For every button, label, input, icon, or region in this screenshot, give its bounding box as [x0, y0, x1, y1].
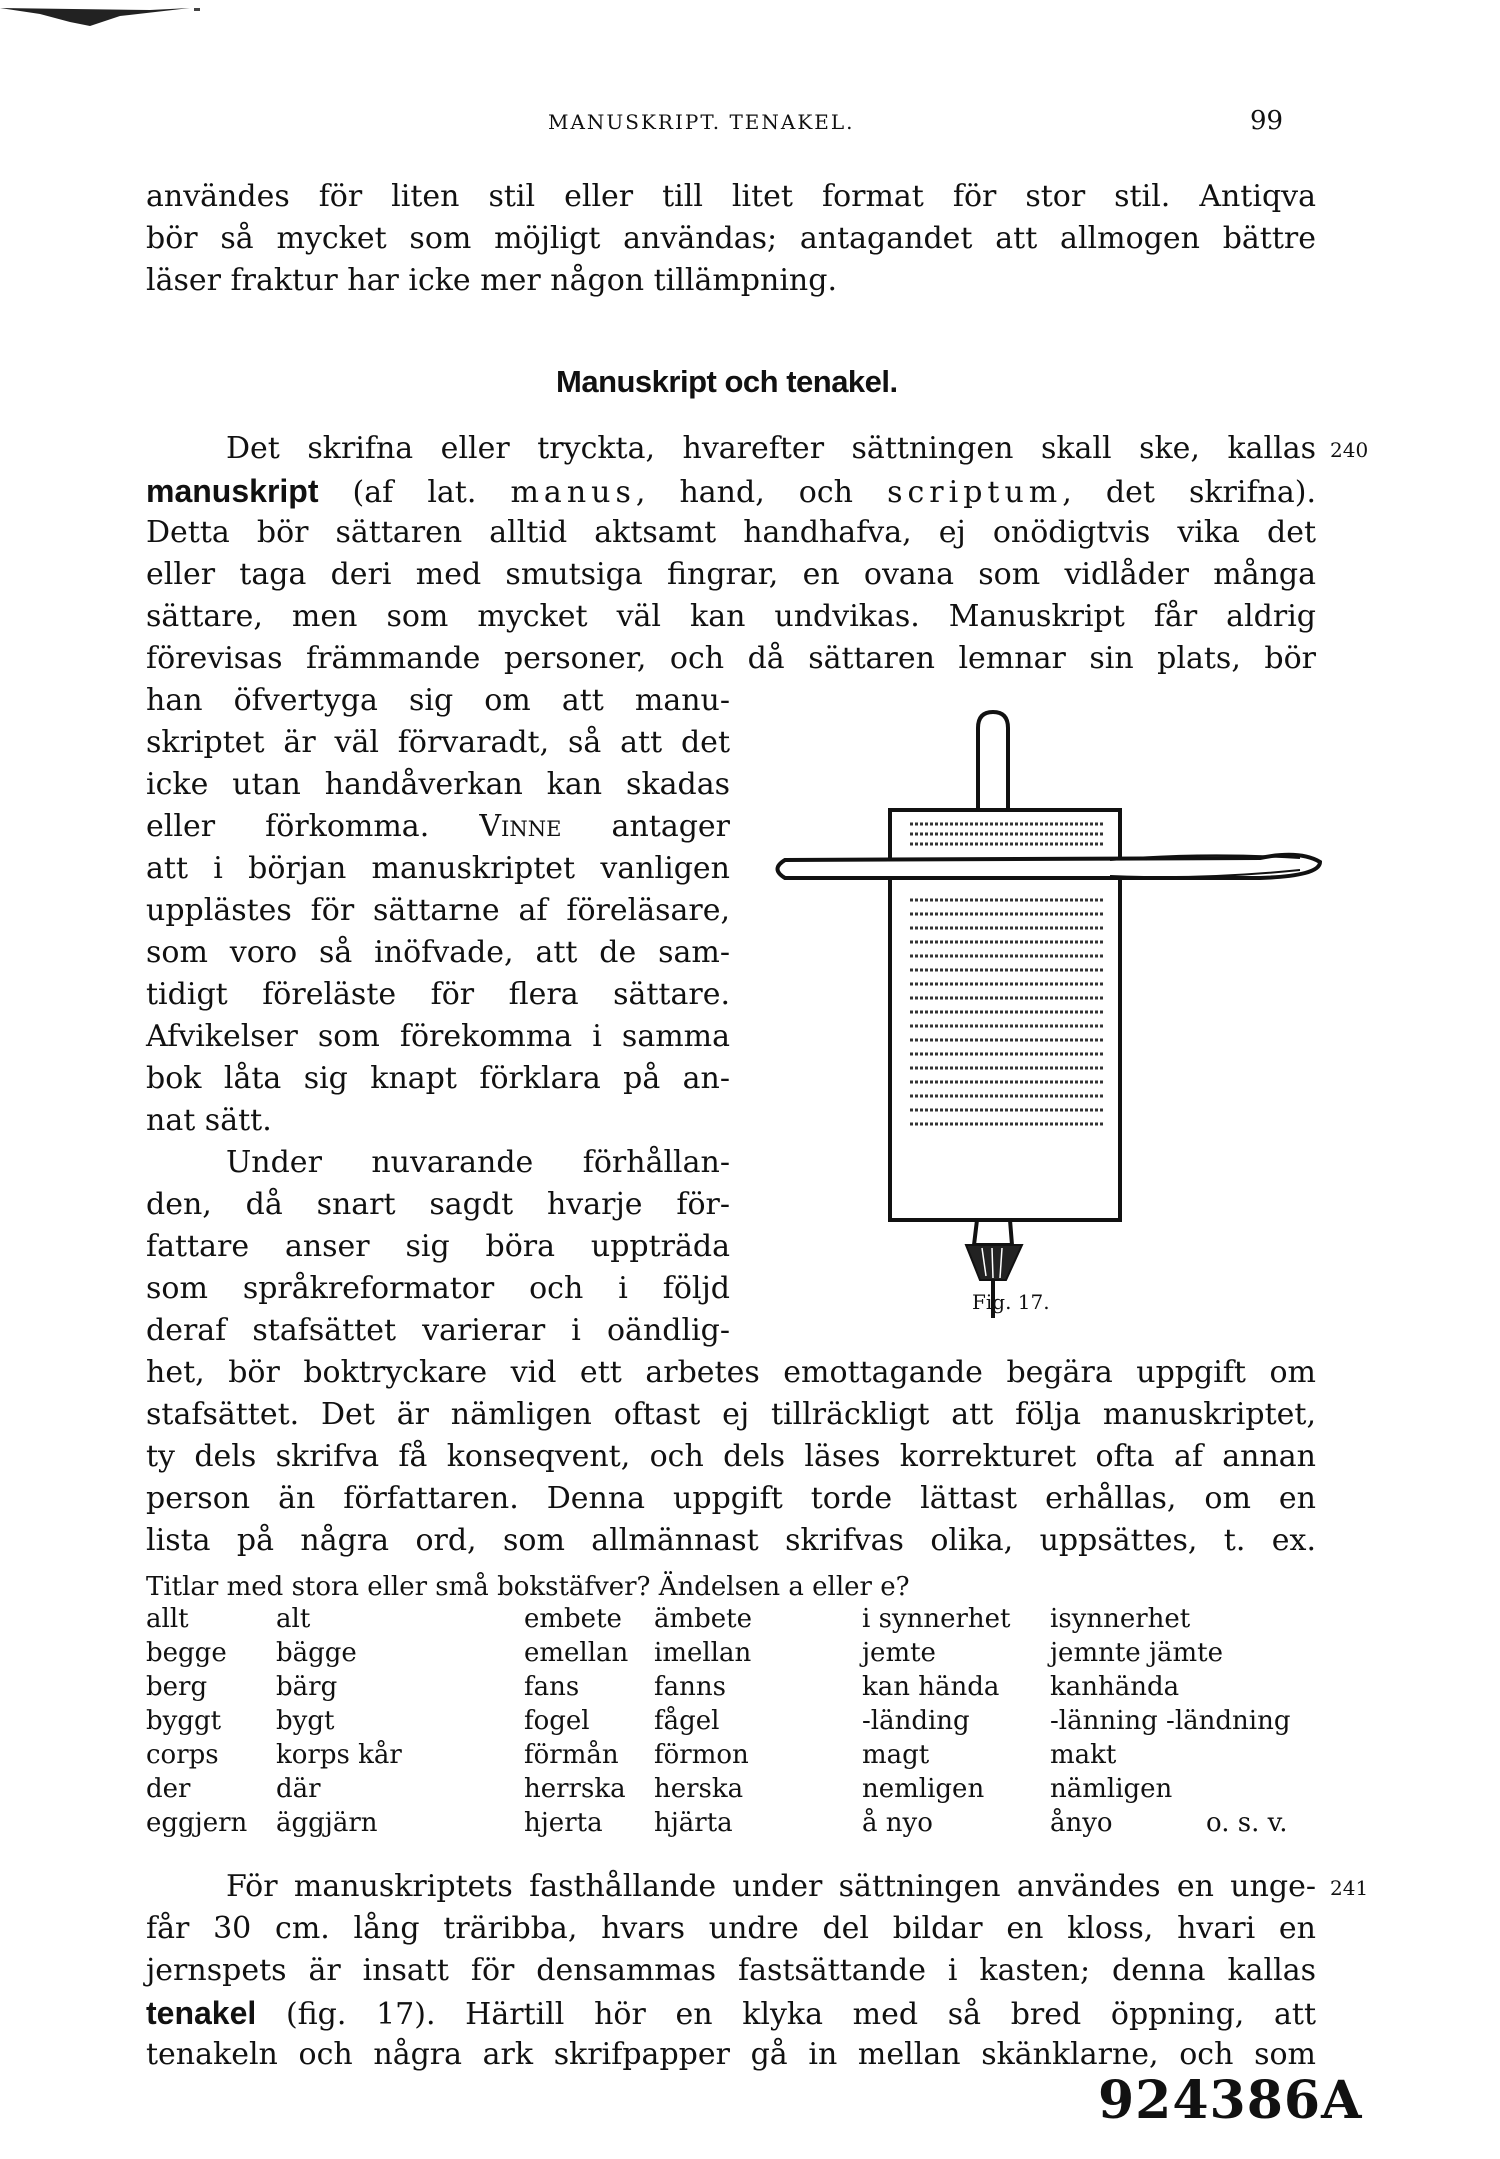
- word-cell: jemnte jämte: [1050, 1638, 1223, 1668]
- word-cell: byggt: [146, 1706, 222, 1736]
- text-line: tenakel (fig. 17). Härtill hör en klyka med så bred öppning, att: [146, 1995, 1316, 2032]
- word-cell: hjerta: [524, 1808, 603, 1838]
- page-number: 99: [1250, 106, 1284, 136]
- text-line: förevisas främmande personer, och då sättaren lemnar sin plats, bör: [146, 641, 1316, 676]
- figure-caption: Fig. 17.: [972, 1290, 1050, 1314]
- text-line: att i början manuskriptet vanligen: [146, 851, 730, 886]
- word-cell: där: [276, 1774, 321, 1804]
- text-line: jernspets är insatt för densammas fastsättande i kasten; denna kallas: [146, 1953, 1316, 1988]
- word-cell: corps: [146, 1740, 219, 1770]
- word-cell: å nyo: [862, 1808, 933, 1838]
- word-cell: makt: [1050, 1740, 1117, 1770]
- word-cell: eggjern: [146, 1808, 248, 1838]
- text-line: lista på några ord, som allmännast skrifvas olika, uppsättes, t. ex.: [146, 1523, 1316, 1558]
- text-line: deraf stafsättet varierar i oändlig-: [146, 1313, 730, 1348]
- author-name: Vinne: [479, 809, 562, 844]
- text-line: het, bör boktryckare vid ett arbetes emottagande begära uppgift om: [146, 1355, 1316, 1390]
- term-tenakel: tenakel: [146, 1995, 257, 2031]
- word-cell: nemligen: [862, 1774, 985, 1804]
- word-cell: begge: [146, 1638, 227, 1668]
- text-line: Afvikelser som förekomma i samma: [146, 1019, 730, 1054]
- word-cell: fanns: [654, 1672, 726, 1702]
- word-cell: imellan: [654, 1638, 752, 1668]
- text-line: Det skrifna eller tryckta, hvarefter sättningen skall ske, kallas: [226, 431, 1316, 466]
- word-cell: ämbete: [654, 1604, 753, 1634]
- word-cell: bärg: [276, 1672, 338, 1702]
- term-manuskript: manuskript: [146, 473, 319, 509]
- text-line: skriptet är väl förvaradt, så att det: [146, 725, 730, 760]
- word-cell: allt: [146, 1604, 189, 1634]
- text-line: icke utan handåverkan kan skadas: [146, 767, 730, 802]
- word-cell: hjärta: [654, 1808, 733, 1838]
- word-cell: nämligen: [1050, 1774, 1173, 1804]
- word-cell: magt: [862, 1740, 930, 1770]
- text-line: tenakeln och några ark skrifpapper gå in mellan skänklarne, och som: [146, 2037, 1316, 2072]
- tenakel-illustration: [760, 700, 1340, 1320]
- text-line: bör så mycket som möjligt användas; antagandet att allmogen bättre: [146, 221, 1316, 256]
- margin-paragraph-number: 240: [1330, 438, 1369, 462]
- margin-paragraph-number: 241: [1330, 1876, 1369, 1900]
- word-cell: herska: [654, 1774, 744, 1804]
- word-cell: förmån: [524, 1740, 619, 1770]
- text-line: stafsättet. Det är nämligen oftast ej tillräckligt att följa manuskriptet,: [146, 1397, 1316, 1432]
- text-line: som voro så inöfvade, att de sam-: [146, 935, 730, 970]
- word-cell: fågel: [654, 1706, 720, 1736]
- word-cell: berg: [146, 1672, 208, 1702]
- word-cell: isynnerhet: [1050, 1604, 1191, 1634]
- word-cell: herrska: [524, 1774, 626, 1804]
- running-head: MANUSKRIPT. TENAKEL.: [548, 110, 855, 134]
- word-cell: äggjärn: [276, 1808, 378, 1838]
- word-cell: bygt: [276, 1706, 335, 1736]
- text-line: upplästes för sättarne af föreläsare,: [146, 893, 730, 928]
- word-cell: -länding: [862, 1706, 970, 1736]
- text-line: får 30 cm. lång träribba, hvars undre del bildar en kloss, hvari en: [146, 1911, 1316, 1946]
- word-cell: embete: [524, 1604, 622, 1634]
- text-line: person än författaren. Denna uppgift torde lättast erhållas, om en: [146, 1481, 1316, 1516]
- text-line: sättare, men som mycket väl kan undvikas. Manuskript får aldrig: [146, 599, 1316, 634]
- word-cell: i synnerhet: [862, 1604, 1011, 1634]
- word-cell: jemte: [862, 1638, 936, 1668]
- text-line: manuskript (af lat. manus, hand, och scriptum, det skrifna).: [146, 473, 1317, 510]
- text-line: den, då snart sagdt hvarje för-: [146, 1187, 730, 1222]
- text-line: Under nuvarande förhållan-: [226, 1145, 730, 1180]
- section-heading: Manuskript och tenakel.: [556, 364, 898, 399]
- word-cell: förmon: [654, 1740, 749, 1770]
- word-cell: emellan: [524, 1638, 629, 1668]
- text-line: tidigt föreläste för flera sättare.: [146, 977, 730, 1012]
- text-line: ty dels skrifva få konseqvent, och dels läses korrekturet ofta af annan: [146, 1439, 1316, 1474]
- word-cell: korps kår: [276, 1740, 402, 1770]
- text-line: fattare anser sig böra uppträda: [146, 1229, 730, 1264]
- word-cell: ånyo: [1050, 1808, 1113, 1838]
- text-line: nat sätt.: [146, 1103, 272, 1138]
- library-call-number: 924386A: [1098, 2070, 1363, 2131]
- text-line: läser fraktur har icke mer någon tillämpning.: [146, 263, 837, 298]
- text-line: För manuskriptets fasthållande under sättningen användes en unge-: [226, 1869, 1316, 1904]
- word-cell: fans: [524, 1672, 580, 1702]
- word-cell: kanhända: [1050, 1672, 1180, 1702]
- text-line: som språkreformator och i följd: [146, 1271, 730, 1306]
- text-line: han öfvertyga sig om att manu-: [146, 683, 730, 718]
- word-list-heading: Titlar med stora eller små bokstäfver? Ändelsen a eller e?: [146, 1572, 910, 1602]
- word-cell: fogel: [524, 1706, 590, 1736]
- text-line: Detta bör sättaren alltid aktsamt handhafva, ej onödigtvis vika det: [146, 515, 1316, 550]
- text-line: eller förkomma. Vinne antager: [146, 809, 730, 844]
- word-cell: bägge: [276, 1638, 357, 1668]
- text-line: användes för liten stil eller till litet format för stor stil. Antiqva: [146, 179, 1316, 214]
- text-line: eller taga deri med smutsiga fingrar, en ovana som vidlåder många: [146, 557, 1316, 592]
- word-cell: der: [146, 1774, 191, 1804]
- scan-edge-mark: [0, 0, 220, 40]
- word-cell: alt: [276, 1604, 311, 1634]
- word-cell: -länning -ländning: [1050, 1706, 1291, 1736]
- word-cell: kan hända: [862, 1672, 1000, 1702]
- text-line: bok låta sig knapt förklara på an-: [146, 1061, 730, 1096]
- word-list-trailer: o. s. v.: [1206, 1808, 1288, 1838]
